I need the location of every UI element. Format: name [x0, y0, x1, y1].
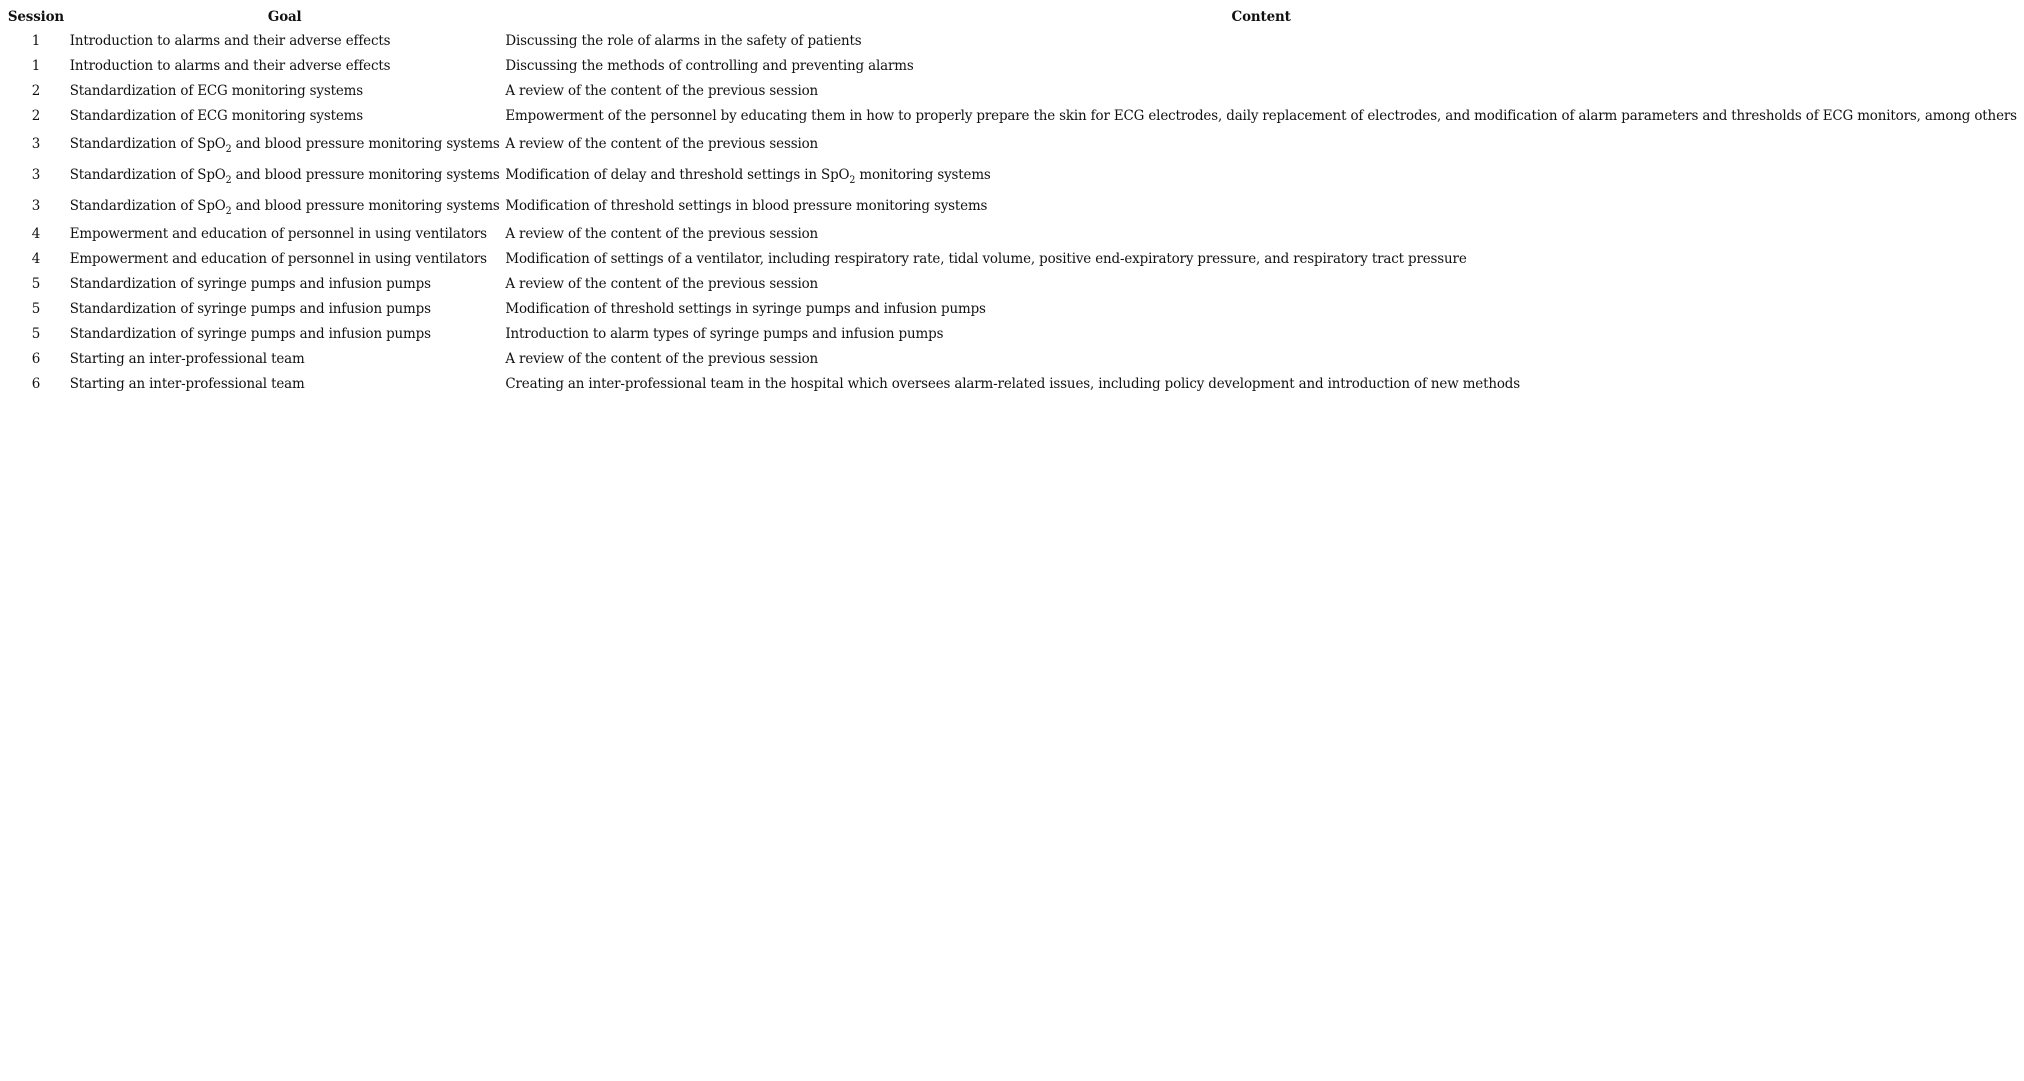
content-cell: Discussing the methods of controlling and preventing alarms [505, 58, 914, 74]
goal-cell: Introduction to alarms and their adverse effects [69, 33, 391, 49]
subscript-two: 2 [849, 174, 856, 186]
subscript-two: 2 [225, 143, 232, 155]
content-cell: Modification of settings of a ventilator, including respiratory rate, tidal volume, positive end-expiratory pressure, and respiratory tract pressure [505, 251, 1467, 267]
goal-cell: Standardization of ECG monitoring systems [69, 108, 364, 124]
session-cell: 3 [31, 136, 41, 152]
session-column-header: Session [7, 8, 65, 25]
training-sessions-table-container [5, 6, 2020, 397]
table-row [5, 347, 2020, 372]
goal-cell [67, 129, 503, 160]
training-sessions-table [5, 6, 2020, 397]
table-row [5, 222, 2020, 247]
table-row [5, 160, 2020, 191]
session-cell: 6 [31, 376, 41, 392]
session-cell: 5 [31, 301, 41, 317]
table-row [5, 247, 2020, 272]
content-cell: A review of the content of the previous session [505, 136, 819, 152]
content-cell [503, 160, 2020, 191]
session-cell: 6 [31, 351, 41, 367]
goal-text-part: Standardization of SpO [69, 198, 226, 214]
table-row [5, 372, 2020, 397]
table-row [5, 29, 2020, 54]
table-header-row [5, 6, 2020, 29]
table-row [5, 322, 2020, 347]
goal-cell: Standardization of ECG monitoring systems [69, 83, 364, 99]
table-row [5, 297, 2020, 322]
goal-text-part: and blood pressure monitoring systems [231, 167, 500, 183]
goal-text-part: and blood pressure monitoring systems [231, 136, 500, 152]
content-cell: A review of the content of the previous session [505, 226, 819, 242]
content-cell: Creating an inter-professional team in the hospital which oversees alarm-related issues, including policy development and introduction of new methods [505, 376, 1521, 392]
session-cell: 5 [31, 276, 41, 292]
goal-cell [67, 191, 503, 222]
content-cell: A review of the content of the previous session [505, 83, 819, 99]
content-cell: A review of the content of the previous session [505, 276, 819, 292]
goal-cell: Starting an inter-professional team [69, 376, 305, 392]
session-cell: 1 [31, 58, 41, 74]
session-cell: 2 [31, 108, 41, 124]
content-column-header: Content [1231, 8, 1291, 25]
goal-text-part: and blood pressure monitoring systems [231, 198, 500, 214]
content-cell: A review of the content of the previous session [505, 351, 819, 367]
goal-column-header: Goal [267, 8, 302, 25]
table-row [5, 129, 2020, 160]
session-cell: 3 [31, 167, 41, 183]
table-row [5, 272, 2020, 297]
session-cell: 4 [31, 226, 41, 242]
goal-cell: Standardization of syringe pumps and infusion pumps [69, 276, 431, 292]
session-cell: 1 [31, 33, 41, 49]
session-cell: 3 [31, 198, 41, 214]
table-row [5, 54, 2020, 79]
content-cell: Discussing the role of alarms in the safety of patients [505, 33, 862, 49]
session-cell: 4 [31, 251, 41, 267]
content-text-part: Modification of delay and threshold settings in SpO [505, 167, 850, 183]
goal-cell [67, 160, 503, 191]
table-row [5, 191, 2020, 222]
subscript-two: 2 [225, 174, 232, 186]
content-text-part: monitoring systems [855, 167, 991, 183]
goal-cell: Starting an inter-professional team [69, 351, 305, 367]
goal-cell: Standardization of syringe pumps and infusion pumps [69, 326, 431, 342]
goal-cell: Standardization of syringe pumps and infusion pumps [69, 301, 431, 317]
subscript-two: 2 [225, 205, 232, 217]
table-row [5, 79, 2020, 104]
goal-text-part: Standardization of SpO [69, 167, 226, 183]
content-cell: Modification of threshold settings in syringe pumps and infusion pumps [505, 301, 986, 317]
session-cell: 5 [31, 326, 41, 342]
goal-cell: Empowerment and education of personnel in using ventilators [69, 226, 487, 242]
session-cell: 2 [31, 83, 41, 99]
content-cell: Modification of threshold settings in blood pressure monitoring systems [505, 198, 988, 214]
content-cell: Empowerment of the personnel by educating them in how to properly prepare the skin for ECG electrodes, daily replacement of electrodes, and modification of alarm parameters and thresholds of ECG monitors, among others [505, 108, 2017, 124]
goal-text-part: Standardization of SpO [69, 136, 226, 152]
goal-cell: Empowerment and education of personnel in using ventilators [69, 251, 487, 267]
table-row [5, 104, 2020, 129]
goal-cell: Introduction to alarms and their adverse effects [69, 58, 391, 74]
content-cell: Introduction to alarm types of syringe pumps and infusion pumps [505, 326, 944, 342]
